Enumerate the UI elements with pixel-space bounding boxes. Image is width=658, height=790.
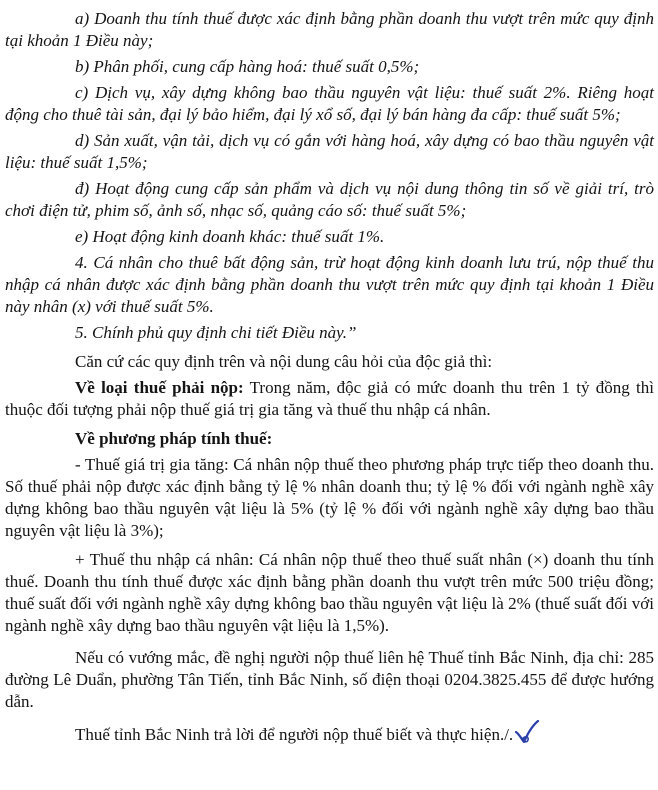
vat-paragraph: - Thuế giá trị gia tăng: Cá nhân nộp thuế theo phương pháp trực tiếp theo doanh thu. Số thuế phải nộp được xác định bằng tỷ lệ % nhân doanh thu; tỷ lệ % đối với ngành nghề xây dựng không bao thầu nguyên vật liệu là 5% (tỷ lệ % đối với ngành nghề xây dựng bao thầu nguyên vật liệu là 3%); (5, 455, 654, 540)
quote-item-4: 4. Cá nhân cho thuê bất động sản, trừ hoạt động kinh doanh lưu trú, nộp thuế thu nhập cá nhân được xác định bằng phần doanh thu vượt trên mức quy định tại khoản 1 Điều này nhân (x) với thuế suất 5%. (5, 253, 654, 316)
closing-paragraph (0, 720, 658, 746)
signature-check-icon (514, 720, 540, 744)
quote-paragraph-c: c) Dịch vụ, xây dựng không bao thầu nguyên vật liệu: thuế suất 2%. Riêng hoạt động cho thuê tài sản, đại lý bảo hiểm, đại lý xổ số, đại lý bán hàng đa cấp: thuế suất 5%; (5, 83, 654, 124)
basis-paragraph: Căn cứ các quy định trên và nội dung câu hỏi của độc giả thì: (75, 352, 493, 371)
quote-paragraph-e: e) Hoạt động kinh doanh khác: thuế suất 1%. (75, 227, 385, 246)
quote-paragraph-dd: đ) Hoạt động cung cấp sản phẩm và dịch vụ nội dung thông tin số về giải trí, trò chơi điện tử, phim số, ảnh số, nhạc số, quảng cáo số: thuế suất 5%; (5, 179, 654, 220)
quote-item-5: 5. Chính phủ quy định chi tiết Điều này.” (75, 323, 357, 342)
method-heading: Về phương pháp tính thuế: (75, 429, 273, 448)
quote-paragraph-a: a) Doanh thu tính thuế được xác định bằng phần doanh thu vượt trên mức quy định tại khoản 1 Điều này; (5, 9, 654, 50)
tax-type-body: Trong năm, độc giả có mức doanh thu trên 1 tỷ đồng thì thuộc đối tượng phải nộp thuế giá trị gia tăng và thuế thu nhập cá nhân. (5, 378, 654, 419)
closing-text: Thuế tỉnh Bắc Ninh trả lời để người nộp thuế biết và thực hiện./. (75, 725, 514, 744)
contact-paragraph: Nếu có vướng mắc, đề nghị người nộp thuế liên hệ Thuế tỉnh Bắc Ninh, địa chỉ: 285 đường Lê Duẩn, phường Tân Tiến, tỉnh Bắc Ninh, số điện thoại 0204.3825.455 để được hướng dẫn. (5, 648, 654, 711)
signature-stroke (516, 721, 538, 742)
quote-paragraph-b: b) Phân phối, cung cấp hàng hoá: thuế suất 0,5%; (75, 57, 420, 76)
quote-paragraph-d: d) Sản xuất, vận tải, dịch vụ có gắn với hàng hoá, xây dựng có bao thầu nguyên vật liệu: thuế suất 1,5%; (5, 131, 654, 172)
tax-type-paragraph (0, 377, 658, 421)
tax-type-heading: Về loại thuế phải nộp: (75, 378, 244, 397)
pit-paragraph: + Thuế thu nhập cá nhân: Cá nhân nộp thuế theo thuế suất nhân (×) doanh thu tính thuế. Doanh thu tính thuế được xác định bằng phần doanh thu vượt trên mức 500 triệu đồng; thuế suất đối với ngành nghề xây dựng không bao thầu nguyên vật liệu là 2% (thuế suất đối với ngành nghề xây dựng bao thầu nguyên vật liệu là 1,5%). (5, 550, 654, 635)
